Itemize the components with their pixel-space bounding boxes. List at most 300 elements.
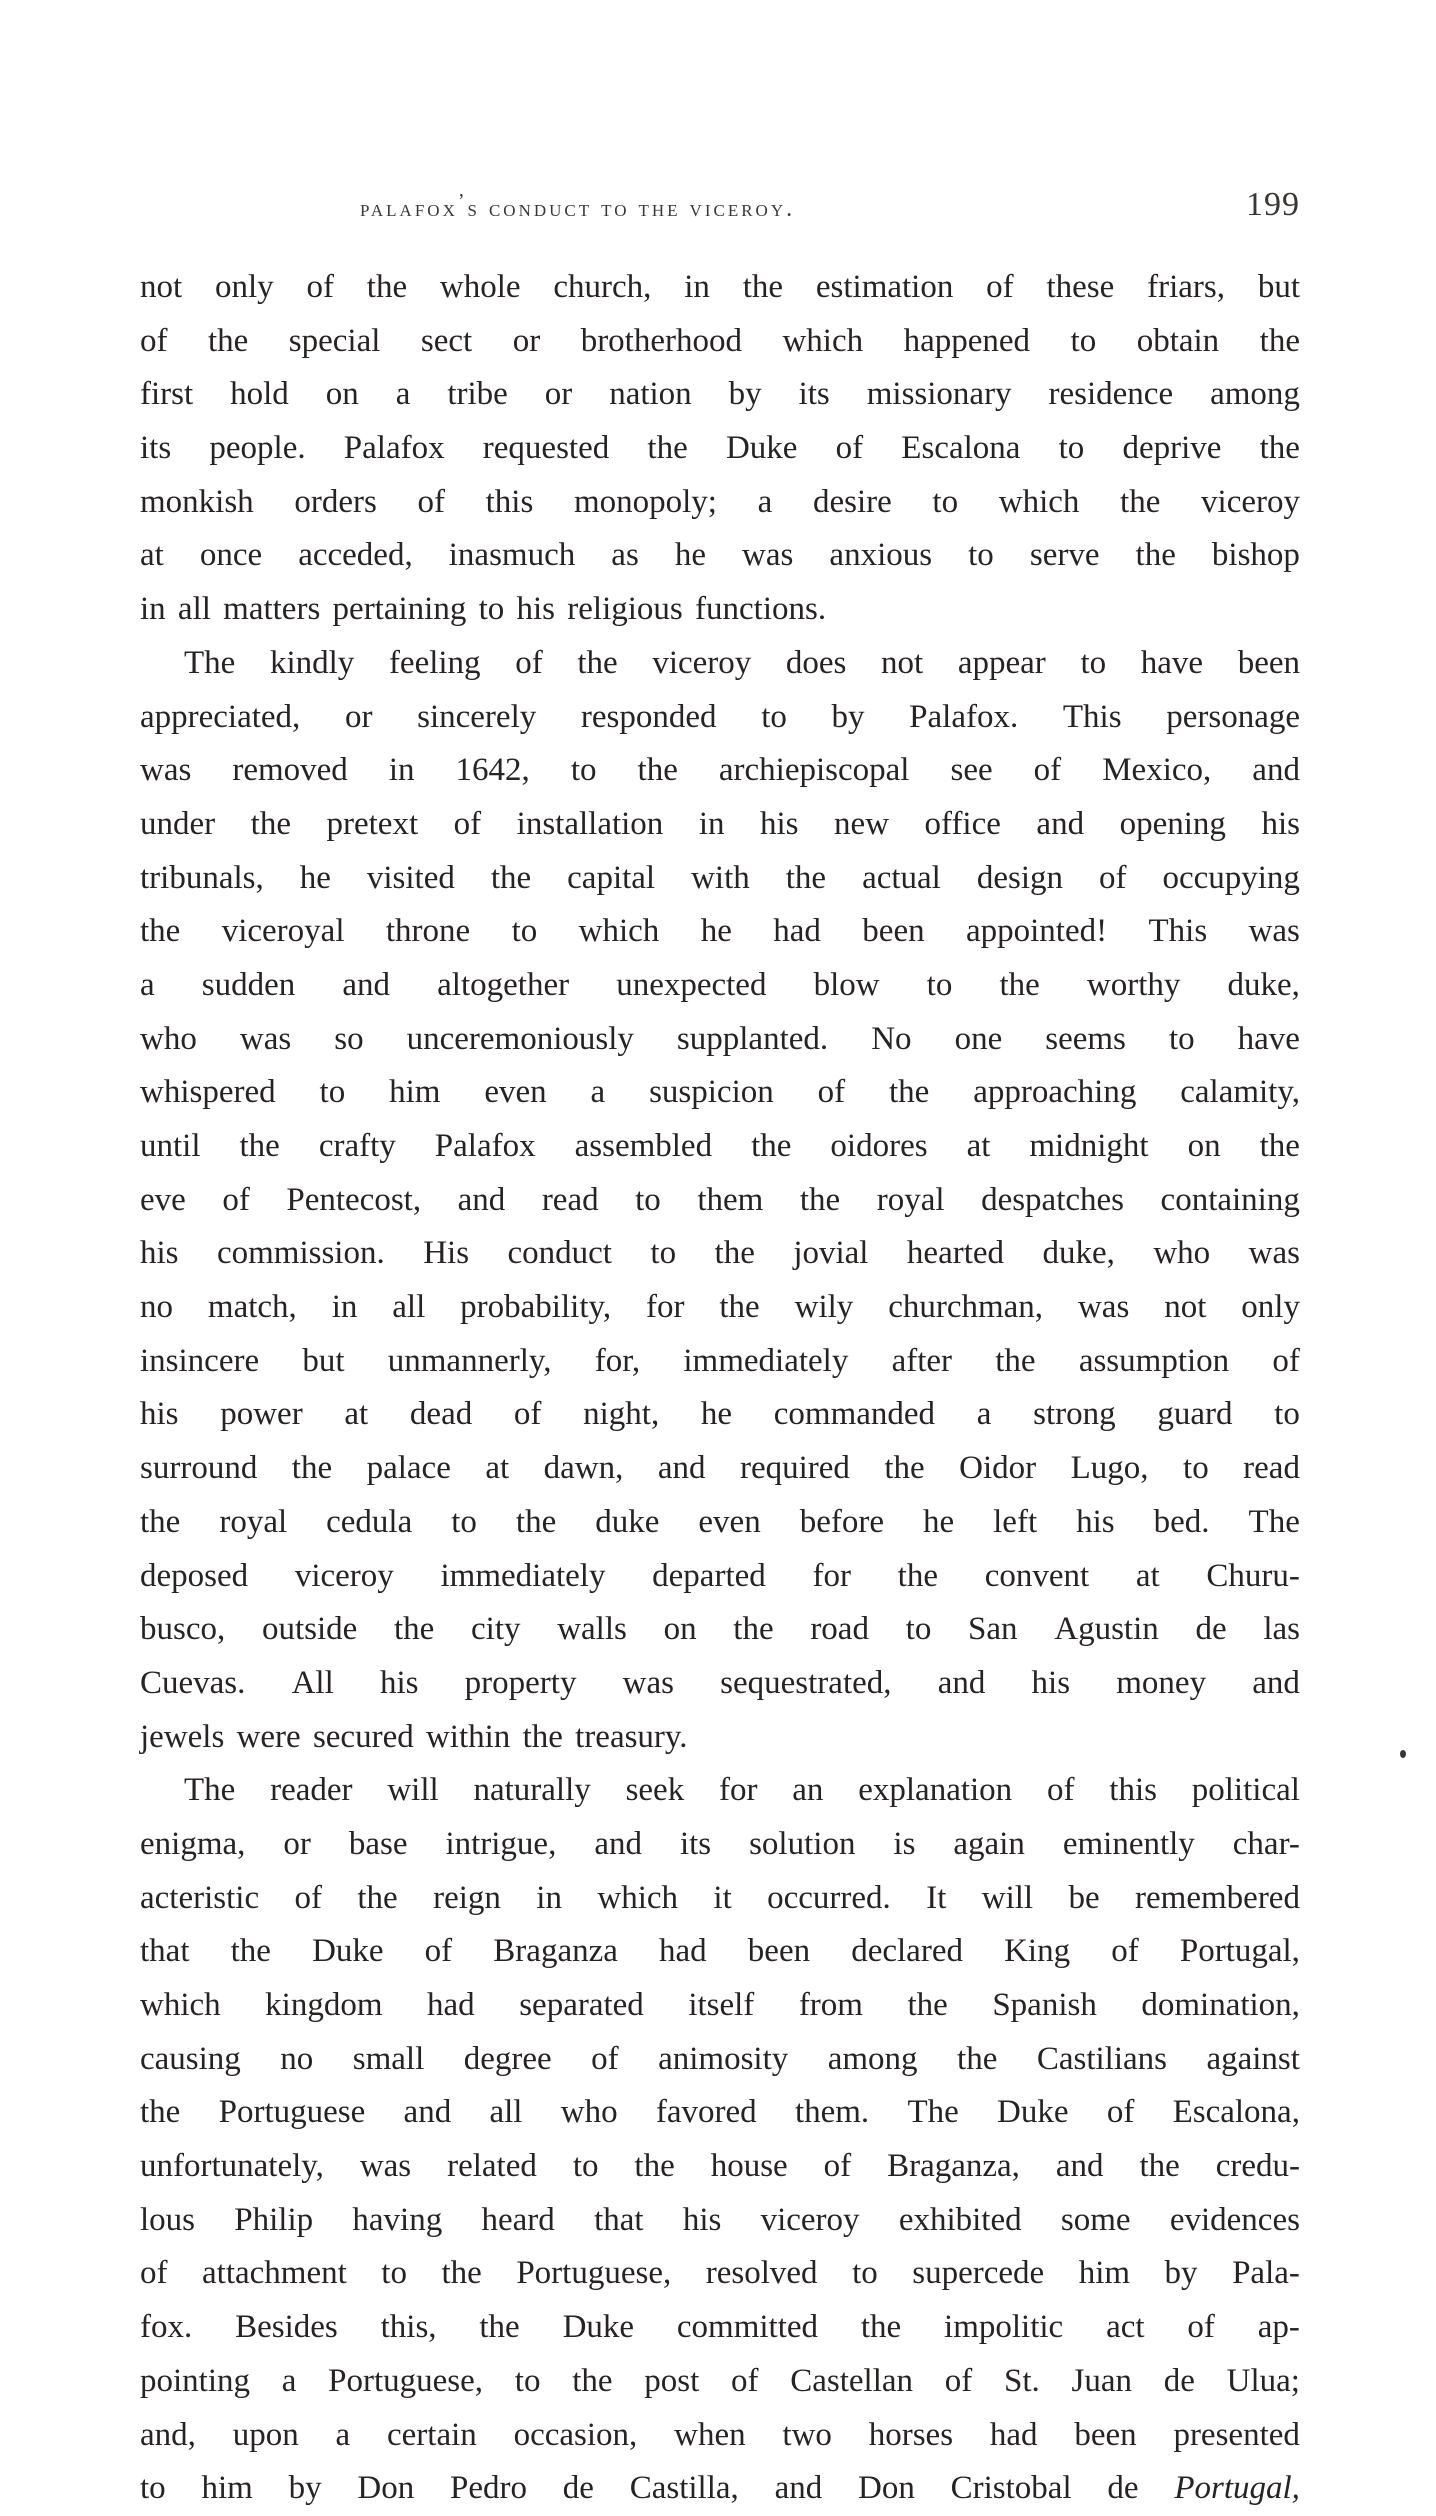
word: having (352, 2201, 443, 2238)
word: wily (794, 1289, 854, 1326)
word: This (1148, 913, 1208, 950)
word: blow (813, 966, 880, 1003)
word: brotherhood (580, 322, 742, 359)
word: of (1046, 1772, 1075, 1809)
word: was (239, 1020, 292, 1057)
word: to (1070, 322, 1097, 359)
word: the (999, 966, 1040, 1003)
word: unceremoniously (406, 1020, 634, 1057)
word: was (359, 2148, 412, 2185)
word: him (389, 1074, 441, 1111)
word: unexpected (616, 966, 767, 1003)
word: his (516, 591, 556, 628)
text-line (140, 315, 1300, 369)
word: to (1080, 644, 1107, 681)
word: Besides (235, 2309, 338, 2346)
word: who (1153, 1235, 1211, 1272)
word: left (993, 1503, 1038, 1540)
word: and (403, 2094, 452, 2131)
word: to (319, 1074, 346, 1111)
word: property (464, 1664, 577, 1701)
word: Pala- (1232, 2255, 1300, 2292)
word: power (220, 1396, 303, 1433)
word: the (230, 1933, 271, 1970)
word: deposed (140, 1557, 249, 1594)
word: Pentecost, (286, 1181, 422, 1218)
word: church, (553, 269, 652, 305)
word: Portuguese, (516, 2255, 672, 2292)
word: of (513, 1396, 542, 1433)
word: have (1140, 644, 1204, 681)
word: evidences (1169, 2201, 1300, 2238)
word: pointing (140, 2362, 251, 2399)
word: Duke (562, 2309, 635, 2346)
word: the (634, 2148, 675, 2185)
word: for (812, 1557, 851, 1594)
text-line (140, 1388, 1300, 1442)
word: to (761, 698, 787, 735)
word: solution (749, 1825, 856, 1862)
word: convent (984, 1557, 1090, 1594)
word: surround (140, 1450, 258, 1487)
word: to (451, 1503, 477, 1540)
word: which (998, 483, 1080, 520)
text-line (140, 1496, 1300, 1550)
word: at (966, 1128, 991, 1164)
word: an (792, 1772, 824, 1809)
word: the (207, 322, 249, 359)
word: busco, (140, 1611, 226, 1648)
text-line (140, 2409, 1300, 2463)
word: Portuguese, (328, 2362, 484, 2399)
word: duke, (1042, 1235, 1115, 1272)
running-title-apostrophe: ’ (457, 190, 468, 212)
word: upon (232, 2416, 299, 2453)
word: seems (1045, 1020, 1126, 1057)
word: to (926, 966, 953, 1003)
word: pertaining (332, 591, 467, 628)
word: San (968, 1611, 1018, 1648)
word: Agustin (1054, 1611, 1159, 1648)
word: and (1252, 1664, 1300, 1701)
word: actual (862, 859, 941, 896)
word: naturally (473, 1772, 591, 1809)
word: oidores (830, 1128, 928, 1164)
word: at (140, 537, 164, 574)
word: to (1058, 430, 1085, 467)
word: orders (294, 483, 377, 520)
word: and (594, 1825, 642, 1862)
word: installation (516, 805, 664, 842)
word: small (352, 2040, 425, 2077)
word: even (698, 1503, 761, 1540)
word: eve (140, 1181, 186, 1218)
word: at (344, 1396, 369, 1433)
word: insincere (140, 1342, 260, 1379)
word: Castilians (1036, 2040, 1167, 2077)
word: las (1263, 1611, 1300, 1648)
word: the (140, 1503, 181, 1540)
word: Escalona (901, 430, 1021, 467)
word: who (140, 1020, 197, 1057)
word: among (827, 2040, 918, 2077)
word: in (331, 1289, 358, 1326)
word: was (742, 537, 794, 574)
word: had (989, 2416, 1038, 2453)
word: certain (387, 2416, 477, 2453)
word: Cristobal (950, 2470, 1072, 2507)
word: committed (676, 2309, 819, 2346)
word: him (1078, 2255, 1131, 2292)
word: altogether (437, 966, 570, 1003)
word: the (714, 1235, 755, 1272)
text-line (140, 368, 1300, 422)
word: this, (380, 2309, 437, 2346)
word: the (907, 1987, 948, 2023)
word: in (536, 1879, 562, 1916)
word: explanation (858, 1772, 1013, 1809)
word: one (954, 1020, 1003, 1057)
word: does (785, 644, 847, 681)
word: on (663, 1611, 697, 1648)
word: people. (209, 430, 306, 467)
word: the (393, 1611, 435, 1648)
word: even (484, 1074, 547, 1111)
word: until (140, 1128, 201, 1164)
word: seek (625, 1772, 685, 1809)
word: in (140, 591, 166, 628)
word: Churu- (1206, 1557, 1300, 1594)
word: the (140, 913, 181, 950)
word: by (831, 698, 865, 735)
word: Duke (725, 430, 798, 467)
word: It (926, 1879, 947, 1916)
word: the (522, 1718, 563, 1755)
word: a (757, 483, 773, 520)
word: Mexico, (1102, 752, 1212, 789)
word: visited (366, 859, 455, 896)
word: not (1164, 1289, 1207, 1326)
word: exhibited (898, 2201, 1022, 2238)
word: kindly (269, 644, 355, 681)
word: kingdom (265, 1987, 383, 2023)
word: sincerely (417, 698, 537, 735)
word: Braganza, (887, 2148, 1020, 2185)
word: All (291, 1664, 334, 1701)
word: he (674, 537, 706, 574)
word: act (1106, 2309, 1145, 2346)
word: acteristic (140, 1879, 260, 1916)
word: of (1187, 2309, 1215, 2346)
text-line (140, 1550, 1300, 1604)
word: acceded, (298, 537, 413, 574)
word: road (810, 1611, 869, 1648)
word: is (893, 1825, 916, 1862)
word: desire (812, 483, 892, 520)
word: Castellan (790, 2362, 914, 2399)
word: requested (482, 430, 610, 467)
word: him (201, 2470, 253, 2507)
word: had (659, 1933, 707, 1970)
word: some (1060, 2201, 1131, 2238)
word: the (515, 1503, 557, 1540)
word: was (1248, 1235, 1300, 1272)
word: his (1261, 805, 1300, 842)
word: Braganza (493, 1933, 618, 1970)
word: have (1237, 1020, 1300, 1057)
word: not (881, 644, 924, 681)
word: a (395, 376, 411, 413)
word: after (891, 1342, 953, 1379)
word: the (889, 1074, 930, 1111)
word: the (479, 2309, 520, 2346)
word: to (1168, 1020, 1195, 1057)
word: of (944, 2362, 973, 2399)
word: not (140, 269, 183, 305)
word: Palafox (434, 1128, 536, 1164)
word: assembled (574, 1128, 713, 1164)
word: happened (903, 322, 1031, 359)
text-line (140, 905, 1300, 959)
word: cedula (326, 1503, 413, 1540)
word: suspicion (649, 1074, 774, 1111)
word: at (1135, 1557, 1160, 1594)
word: de (1195, 1611, 1227, 1648)
word: containing (1160, 1181, 1300, 1218)
word: the (897, 1557, 938, 1594)
word: viceroy (760, 2201, 860, 2238)
word: this (485, 483, 534, 520)
word: the (239, 1128, 280, 1164)
word: he (700, 1396, 733, 1433)
word: separated (519, 1987, 644, 2023)
word: the (995, 1342, 1036, 1379)
word: domination, (1141, 1987, 1300, 2023)
word: responded (580, 698, 717, 735)
word: The (907, 2094, 959, 2131)
word: when (674, 2416, 746, 2453)
word: or (283, 1825, 311, 1862)
word: the (719, 1289, 760, 1326)
word: in (388, 752, 415, 789)
word: viceroy (652, 644, 752, 681)
word: the (291, 1450, 333, 1487)
word: immediately (440, 1557, 606, 1594)
word: Ulua; (1226, 2362, 1300, 2399)
word: whole (439, 269, 521, 305)
word: the (490, 859, 532, 896)
word: all (489, 2094, 523, 2131)
word: had (427, 1987, 475, 2023)
word: was (140, 752, 192, 789)
body-text (140, 261, 1300, 2516)
word: commission. (216, 1235, 385, 1272)
word: before (799, 1503, 884, 1540)
word: and (657, 1450, 706, 1487)
text-line (140, 1764, 1300, 1818)
word: and, (140, 2416, 196, 2453)
text-line (140, 2462, 1300, 2516)
word: monopoly; (573, 483, 717, 520)
word: archiepiscopal (718, 752, 910, 789)
word: to (570, 752, 597, 789)
word: viceroy (294, 1557, 394, 1594)
word: his (140, 1235, 179, 1272)
word: or (512, 322, 541, 359)
word: the (751, 1128, 792, 1164)
word: 1642, (455, 752, 530, 789)
word: and (937, 1664, 986, 1701)
word: itself (688, 1987, 755, 2023)
word: the (1259, 1128, 1300, 1164)
word: the (572, 2362, 613, 2399)
word: immediately (683, 1342, 849, 1379)
word: to (905, 1611, 932, 1648)
word: ap- (1257, 2309, 1300, 2346)
word: duke, (1227, 966, 1300, 1003)
word: assumption (1078, 1342, 1230, 1379)
word: conduct (507, 1235, 612, 1272)
word: unmannerly, (387, 1342, 552, 1379)
word: intrigue, (445, 1825, 557, 1862)
word: a (590, 1074, 606, 1111)
word: impolitic (944, 2309, 1064, 2346)
text-line (140, 2033, 1300, 2087)
text-line (140, 476, 1300, 530)
word: read (541, 1181, 599, 1218)
word: throne (385, 913, 471, 950)
word: supplanted. (676, 1020, 829, 1057)
word: dead (409, 1396, 473, 1433)
word: be (1068, 1879, 1100, 1916)
text-line (140, 1066, 1300, 1120)
word: char- (1232, 1825, 1300, 1862)
text-line (140, 1120, 1300, 1174)
word: feeling (388, 644, 481, 681)
text-line (140, 2301, 1300, 2355)
word: them. (794, 2094, 870, 2131)
word: obtain (1136, 322, 1220, 359)
word: which (597, 1879, 679, 1916)
word: The (184, 1772, 236, 1809)
word: so (334, 1020, 364, 1057)
text-line (140, 637, 1300, 691)
word: special (288, 322, 381, 359)
text-line (140, 1013, 1300, 1067)
word: resolved (705, 2255, 818, 2292)
word: presented (1173, 2416, 1300, 2453)
word: duke (595, 1503, 660, 1540)
word: the (957, 2040, 998, 2077)
word: of (140, 322, 168, 359)
word: removed (232, 752, 348, 789)
word: but (1257, 269, 1300, 305)
word: no (280, 2040, 314, 2077)
word: to (650, 1235, 677, 1272)
word: hearted (906, 1235, 1005, 1272)
word: of (817, 1074, 846, 1111)
word: matters (223, 591, 321, 628)
word: of (823, 2148, 852, 2185)
word: of (591, 2040, 619, 2077)
word: the (577, 644, 618, 681)
word: his (1031, 1664, 1071, 1701)
word: causing (140, 2040, 241, 2077)
word: money (1116, 1664, 1207, 1701)
word: Duke (312, 1933, 384, 1970)
word: house (710, 2148, 788, 2185)
text-line (140, 422, 1300, 476)
word: lous (140, 2201, 196, 2238)
text-line (140, 2194, 1300, 2248)
word: which (782, 322, 864, 359)
word: its (798, 376, 830, 413)
word: de (1163, 2362, 1195, 2399)
word: appear (957, 644, 1046, 681)
word: reader (270, 1772, 353, 1809)
word: Escalona, (1172, 2094, 1300, 2131)
text-line (140, 529, 1300, 583)
word: only (1241, 1289, 1300, 1326)
word: of (515, 644, 543, 681)
word: midnight (1029, 1128, 1149, 1164)
word: crafty (318, 1128, 396, 1164)
word: Lugo, (1070, 1450, 1149, 1487)
word: to (1274, 1396, 1300, 1433)
word: jovial (793, 1235, 869, 1272)
word: pretext (326, 805, 419, 842)
word: all (177, 591, 211, 628)
word: a (140, 966, 155, 1003)
word: Spanish (992, 1987, 1097, 2023)
word: of (294, 1879, 322, 1916)
text-line (140, 852, 1300, 906)
running-title-pre: palafox (360, 196, 458, 222)
word: for, (594, 1342, 641, 1379)
text-line (140, 1281, 1300, 1335)
word: to (381, 2255, 407, 2292)
word: been (1074, 2416, 1137, 2453)
word: of (835, 430, 864, 467)
word: unfortunately, (140, 2148, 324, 2185)
word: dawn, (543, 1450, 624, 1487)
word: its (140, 430, 172, 467)
word: calamity, (1180, 1074, 1300, 1111)
word: Don (858, 2470, 915, 2507)
word: he (700, 913, 732, 950)
word: and (1055, 2148, 1104, 2185)
word: Don (357, 2470, 415, 2507)
word: of (424, 1933, 453, 1970)
word: capital (567, 859, 656, 896)
word: declared (851, 1933, 963, 1970)
word: occupying (1162, 859, 1300, 896)
word: estimation (815, 269, 954, 305)
word: deprive (1122, 430, 1222, 467)
word: and (342, 966, 391, 1003)
word: Castilla, (629, 2470, 739, 2507)
word: Portuguese (218, 2094, 366, 2131)
word: within (425, 1718, 511, 1755)
word: Oidor (959, 1450, 1037, 1487)
word: which (140, 1987, 221, 2023)
word: of (140, 2255, 168, 2292)
word: had (773, 913, 821, 950)
word: by (728, 376, 762, 413)
word: been (1237, 644, 1300, 681)
word: eminently (1062, 1825, 1195, 1862)
word: sudden (201, 966, 296, 1003)
